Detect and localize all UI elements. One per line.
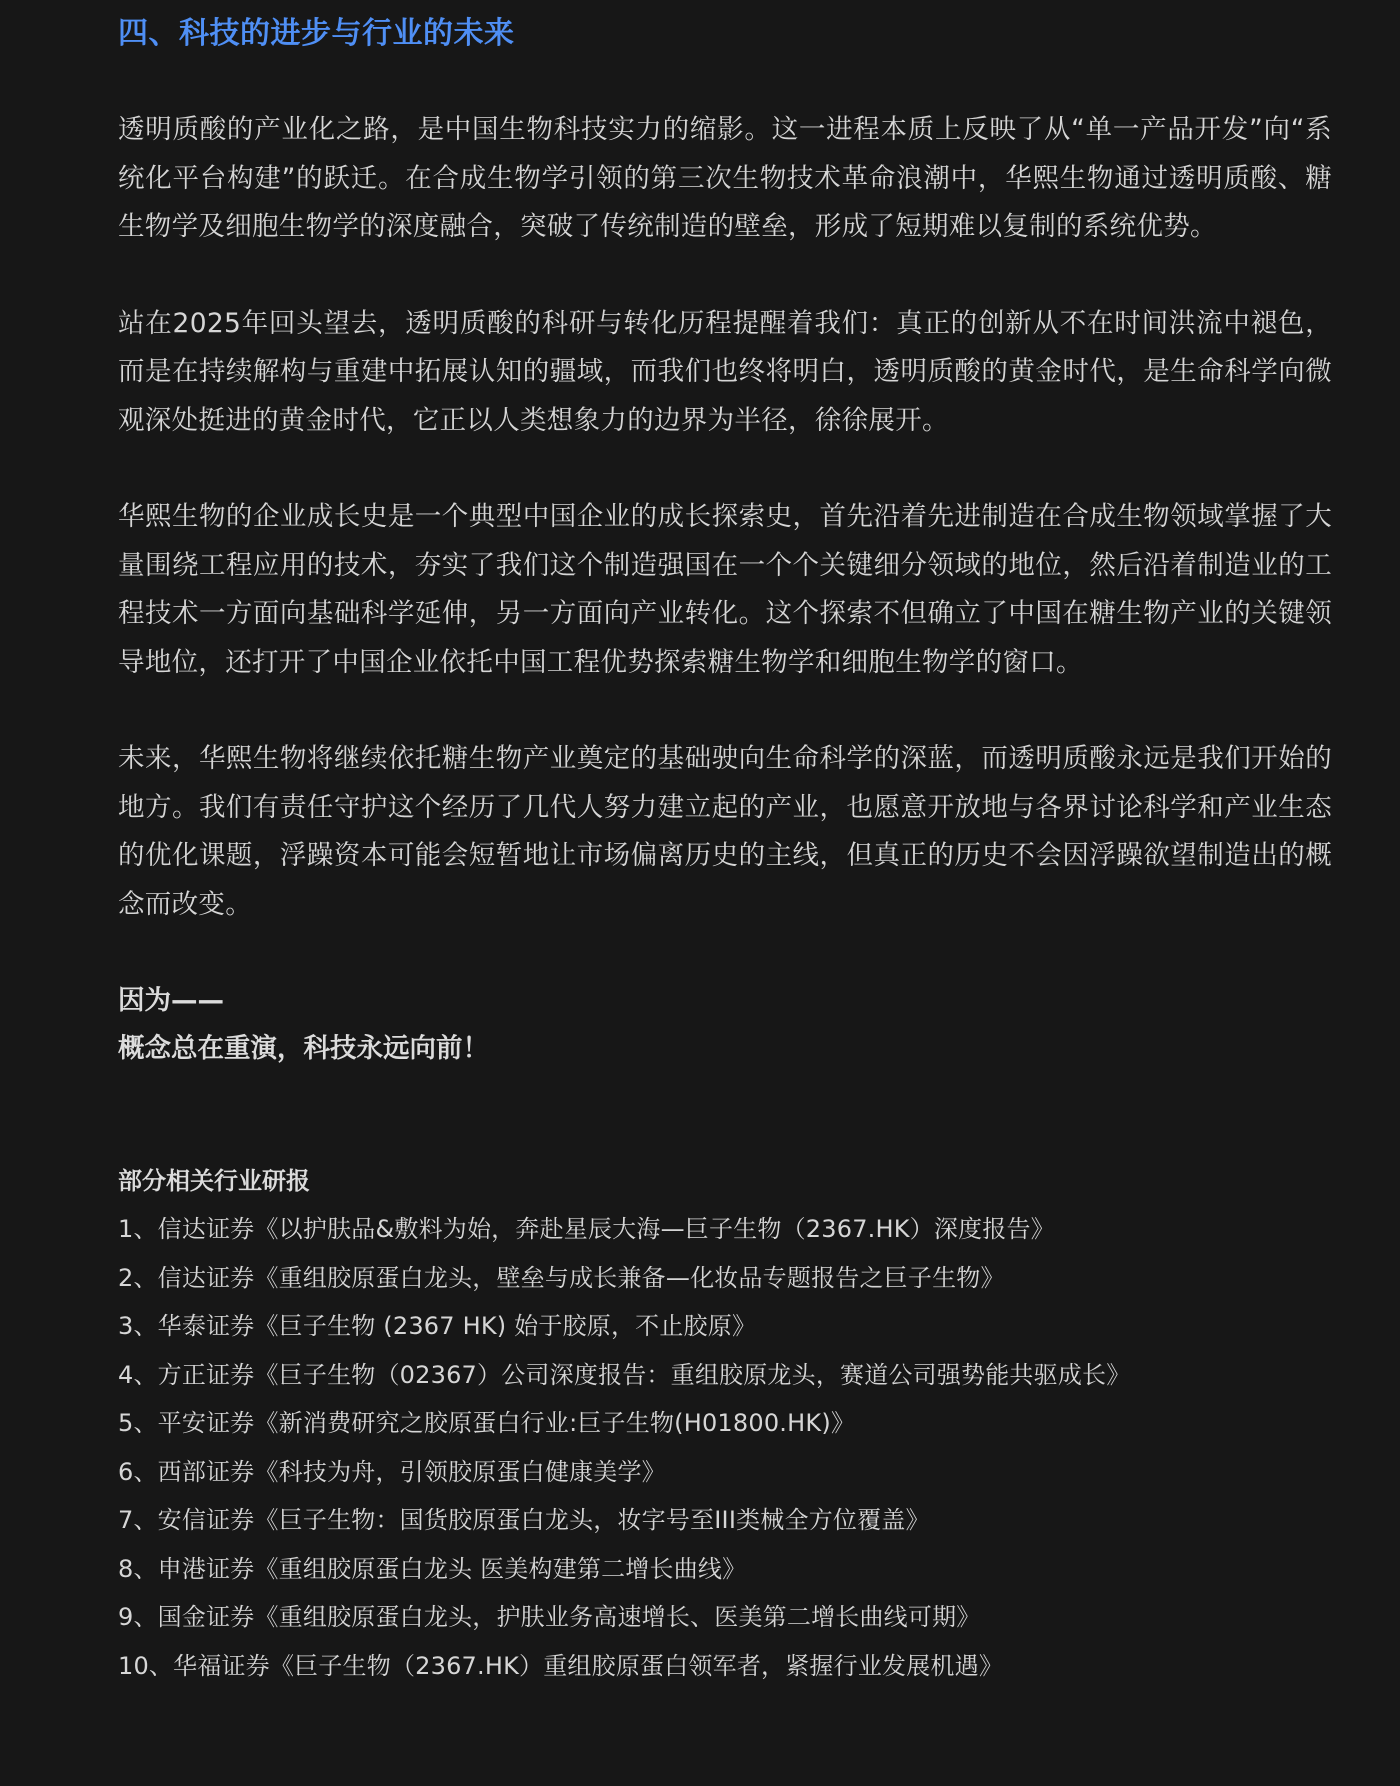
report-item: 3、华泰证券《巨子生物 (2367 HK) 始于胶原，不止胶原》 xyxy=(118,1312,757,1340)
reports-title: 部分相关行业研报 xyxy=(118,1167,310,1195)
report-item: 7、安信证券《巨子生物：国货胶原蛋白龙头，妆字号至III类械全方位覆盖》 xyxy=(118,1506,930,1534)
report-item: 1、信达证券《以护肤品&敷料为始，奔赴星辰大海—巨子生物（2367.HK）深度报告》 xyxy=(118,1215,1055,1243)
article-body xyxy=(118,0,1332,1690)
report-item: 4、方正证券《巨子生物（02367）公司深度报告：重组胶原龙头，赛道公司强势能共驱成长》 xyxy=(118,1360,1131,1389)
report-item: 2、信达证券《重组胶原蛋白龙头，壁垒与成长兼备—化妆品专题报告之巨子生物》 xyxy=(118,1263,1005,1292)
report-item: 9、国金证券《重组胶原蛋白龙头，护肤业务高速增长、医美第二增长曲线可期》 xyxy=(118,1603,981,1631)
paragraph-4: 未来，华熙生物将继续依托糖生物产业奠定的基础驶向生命科学的深蓝，而透明质酸永远是我们开始的地方。我们有责任守护这个经历了几代人努力建立起的产业，也愿意开放地与各界讨论科学和产业生态的优化课题，浮躁资本可能会短暂地让市场偏离历史的主线，但真正的历史不会因浮躁欲望制造出的概念而改变。 xyxy=(118,743,1332,920)
section-heading: 四、科技的进步与行业的未来 xyxy=(118,16,515,51)
closing-statement xyxy=(118,977,1332,1073)
closing-line-2: 概念总在重演，科技永远向前！ xyxy=(118,1033,489,1064)
report-item: 6、西部证券《科技为舟，引领胶原蛋白健康美学》 xyxy=(118,1457,666,1486)
report-list xyxy=(118,1205,1332,1690)
paragraph-3: 华熙生物的企业成长史是一个典型中国企业的成长探索史，首先沿着先进制造在合成生物领域掌握了大量围绕工程应用的技术，夯实了我们这个制造强国在一个个关键细分领域的地位，然后沿着制造业的工程技术一方面向基础科学延伸，另一方面向产业转化。这个探索不但确立了中国在糖生物产业的关键领导地位，还打开了中国企业依托中国工程优势探索糖生物学和细胞生物学的窗口。 xyxy=(118,501,1332,678)
paragraph-1: 透明质酸的产业化之路，是中国生物科技实力的缩影。这一进程本质上反映了从“单一产品开发”向“系统化平台构建”的跃迁。在合成生物学引领的第三次生物技术革命浪潮中，华熙生物通过透明质酸、糖生物学及细胞生物学的深度融合，突破了传统制造的壁垒，形成了短期难以复制的系统优势。 xyxy=(118,114,1332,242)
closing-line-1: 因为—— xyxy=(118,985,224,1016)
paragraph-2: 站在2025年回头望去，透明质酸的科研与转化历程提醒着我们：真正的创新从不在时间洪流中褪色，而是在持续解构与重建中拓展认知的疆域，而我们也终将明白，透明质酸的黄金时代，是生命科学向微观深处挺进的黄金时代，它正以人类想象力的边界为半径，徐徐展开。 xyxy=(118,307,1332,436)
report-item: 8、申港证券《重组胶原蛋白龙头 医美构建第二增长曲线》 xyxy=(118,1554,747,1583)
paragraph-group xyxy=(118,106,1332,929)
report-item: 10、华福证券《巨子生物（2367.HK）重组胶原蛋白领军者，紧握行业发展机遇》 xyxy=(118,1651,1004,1680)
report-item: 5、平安证券《新消费研究之胶原蛋白行业:巨子生物(H01800.HK)》 xyxy=(118,1409,856,1437)
related-reports xyxy=(118,1157,1332,1690)
